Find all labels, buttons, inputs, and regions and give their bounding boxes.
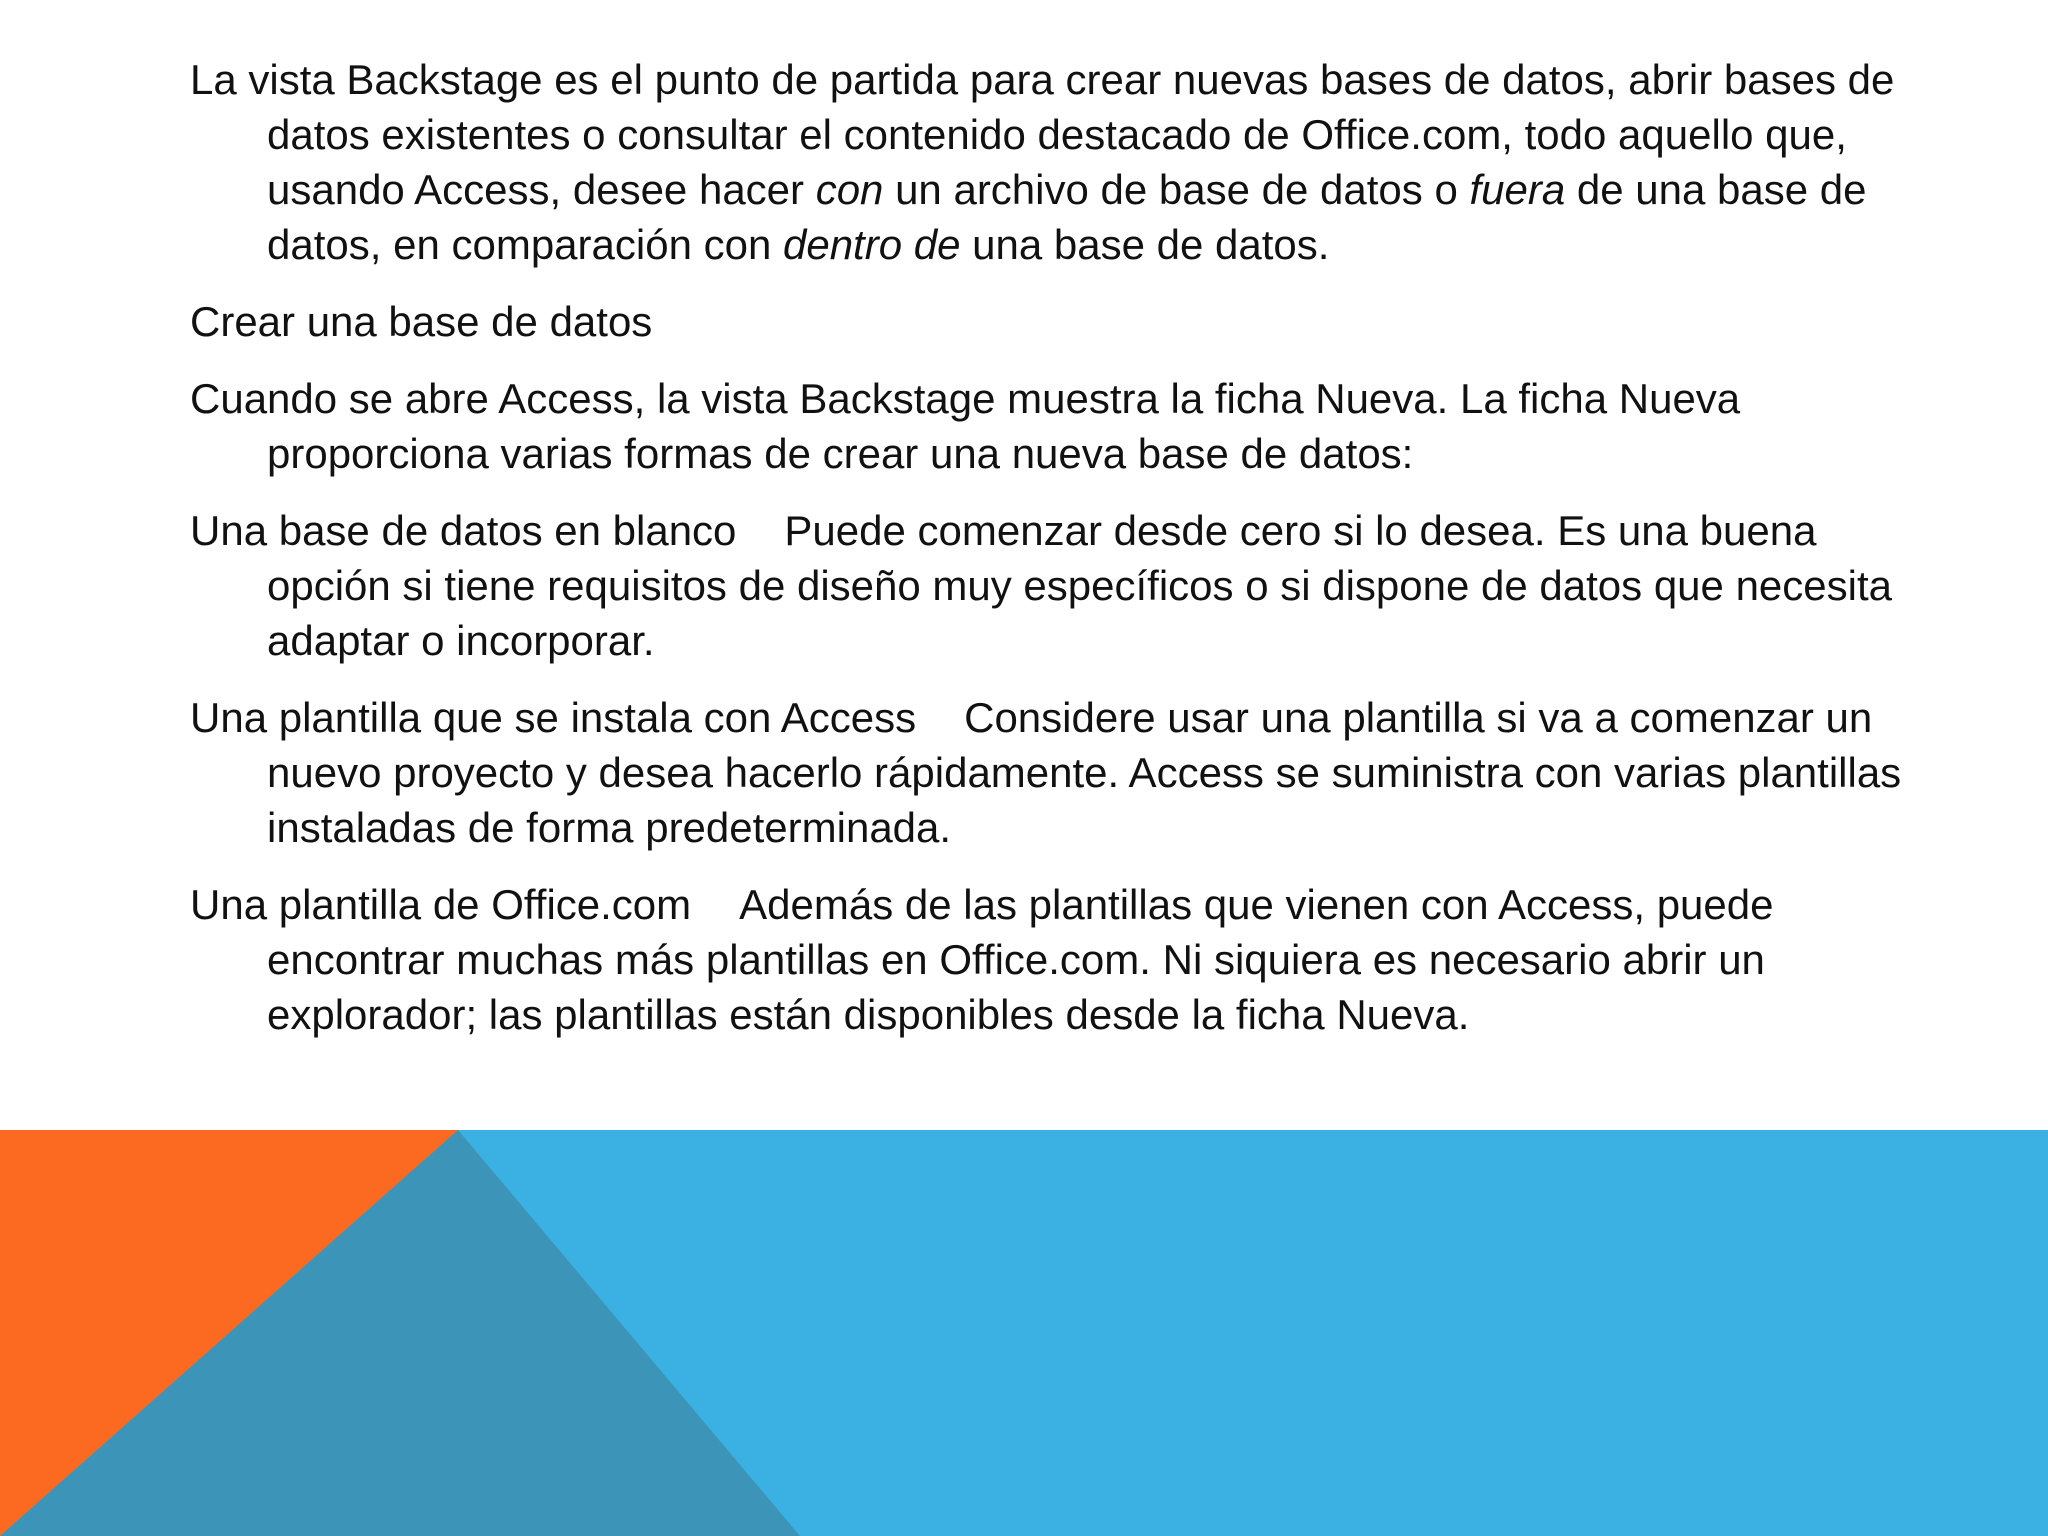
intro-emphasis-fuera: fuera: [1469, 166, 1566, 213]
installed-template-term: Una plantilla que se instala con Access: [190, 694, 917, 741]
blank-database-term: Una base de datos en blanco: [190, 507, 737, 554]
intro-paragraph: [190, 52, 1930, 272]
installed-template-item: [190, 690, 1930, 855]
office-template-term: Una plantilla de Office.com: [190, 881, 692, 928]
office-template-item: [190, 877, 1930, 1042]
intro-text-3: de una base de datos, en comparación con: [267, 166, 1867, 268]
intro-text-1: La vista Backstage es el punto de partida para crear nuevas bases de datos, abrir bases de datos existentes o consultar el contenido destacado de Office.com, todo aquello que, usando Access, desee hacer: [190, 56, 1895, 213]
slide-body: [190, 52, 1930, 1064]
intro-text-2: un archivo de base de datos o: [883, 166, 1470, 213]
office-template-description: Además de las plantillas que vienen con Access, puede encontrar muchas más plantillas en Office.com. Ni siquiera es necesario abrir un explorador; las plantillas están disponibles desde la ficha Nueva.: [267, 881, 1774, 1038]
blank-database-item: [190, 503, 1930, 668]
installed-template-description: Considere usar una plantilla si va a comenzar un nuevo proyecto y desea hacerlo rápidamente. Access se suministra con varias plantillas instaladas de forma predeterminada.: [267, 694, 1902, 851]
section-heading: Crear una base de datos: [190, 298, 653, 345]
intro-emphasis-con: con: [815, 166, 884, 213]
new-tab-paragraph: Cuando se abre Access, la vista Backstage muestra la ficha Nueva. La ficha Nueva proporciona varias formas de crear una nueva base de datos:: [190, 375, 1741, 477]
intro-text-4: una base de datos.: [960, 221, 1330, 268]
intro-emphasis-dentro-de: dentro de: [782, 221, 961, 268]
footer-decoration: [0, 1130, 2048, 1536]
blank-database-description: Puede comenzar desde cero si lo desea. Es una buena opción si tiene requisitos de diseño muy específicos o si dispone de datos que necesita adaptar o incorporar.: [267, 507, 1892, 664]
